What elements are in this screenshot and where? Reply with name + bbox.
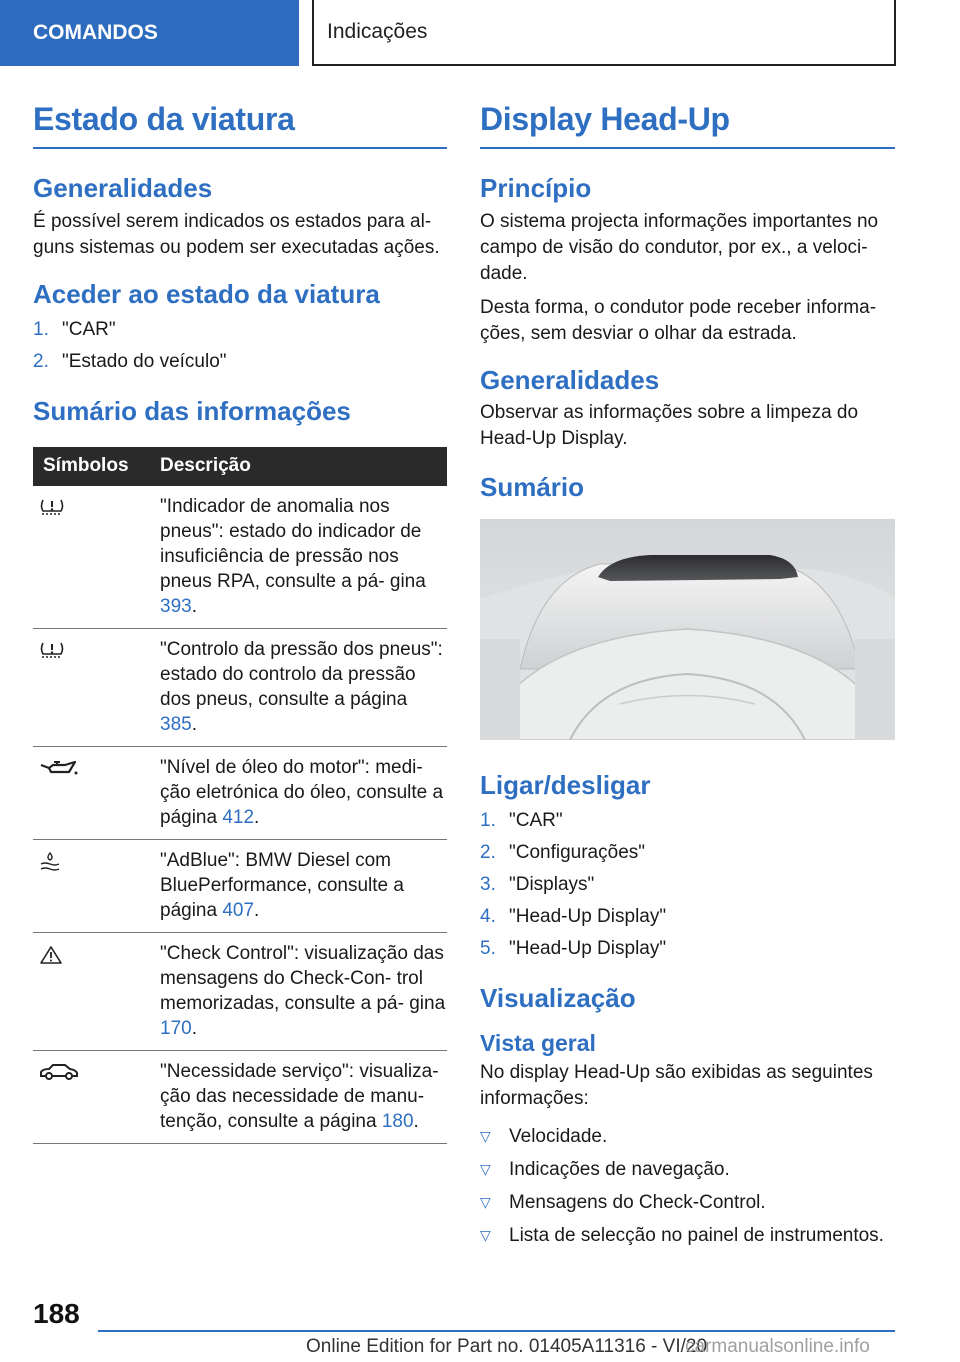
heading-sumario: Sumário (480, 471, 585, 502)
vista-geral-text: No display Head-Up são exibidas as seguintes informações: (480, 1061, 873, 1109)
page-link[interactable]: 412 (222, 806, 255, 828)
left-column (33, 100, 447, 1144)
table-row (33, 486, 447, 629)
row-description: "Controlo da pressão dos pneus": estado do controlo da pressão dos pneus, consulte a página 385. (154, 628, 447, 746)
hud-info-list (480, 1120, 895, 1252)
step-item (33, 346, 447, 378)
triangle-bullet-icon: ▽ (480, 1127, 491, 1144)
page-link[interactable]: 407 (222, 899, 255, 921)
principio-text-2: Desta forma, o condutor pode receber informa‐ ções, sem desviar o olhar da estrada. (480, 296, 877, 344)
step-text: "Head-Up Display" (509, 938, 667, 960)
step-item (480, 901, 895, 933)
heading-visualizacao: Visualização (480, 983, 636, 1014)
step-text: "Head-Up Display" (509, 906, 667, 928)
step-number: 4. (480, 906, 496, 928)
list-item-text: Mensagens do Check-Control. (509, 1191, 766, 1213)
info-table (33, 447, 447, 1144)
step-number: 5. (480, 938, 496, 960)
table-row (33, 839, 447, 932)
table-header-row (33, 447, 447, 486)
aceder-steps (33, 314, 447, 378)
row-text: "Indicador de anomalia nos pneus": estado do indicador de insuficiência de pressão nos pneus RPA, consulte a pá‐ gina (160, 495, 426, 592)
table-row (33, 628, 447, 746)
step-number: 1. (33, 318, 49, 340)
page-link[interactable]: 180 (381, 1110, 414, 1132)
list-item (480, 1219, 895, 1252)
service-car-icon (33, 1050, 154, 1143)
list-item-text: Velocidade. (509, 1125, 608, 1147)
row-text: "Nível de óleo do motor": medi‐ ção eletrónica do óleo, consulte a página (160, 756, 444, 828)
page-number: 188 (33, 1298, 80, 1329)
step-number: 2. (480, 842, 496, 864)
step-text: "Estado do veículo" (62, 350, 227, 372)
hud-dashboard-photo (480, 519, 895, 740)
row-description: "Nível de óleo do motor": medi‐ ção eletrónica do óleo, consulte a página 412. (154, 746, 447, 839)
row-text: "AdBlue": BMW Diesel com BluePerformance, consulte a página (160, 849, 404, 921)
heading-generalidades: Generalidades (33, 173, 213, 204)
page-link[interactable]: 393 (160, 595, 192, 617)
col-header-description: Descrição (154, 447, 447, 486)
step-item (33, 314, 447, 346)
list-item-text: Lista de selecção no painel de instrumentos. (509, 1224, 884, 1246)
table-row (33, 746, 447, 839)
oil-can-icon (33, 746, 154, 839)
step-text: "CAR" (62, 318, 116, 340)
step-item (480, 805, 895, 837)
row-text: "Necessidade serviço": visualiza‐ ção das necessidade de manu‐ tenção, consulte a página (160, 1060, 439, 1132)
edition-text: Online Edition for Part no. 01405A11316 - VI/20 (306, 1336, 708, 1357)
heading-aceder: Aceder ao estado da viatura (33, 278, 380, 309)
watermark: carmanualsonline.info (685, 1336, 870, 1357)
step-item (480, 837, 895, 869)
page-link[interactable]: 170 (160, 1017, 192, 1039)
step-text: "Configurações" (509, 842, 646, 864)
tire-pressure-warning-icon (33, 486, 154, 629)
row-description: "Indicador de anomalia nos pneus": estado do indicador de insuficiência de pressão nos pneus RPA, consulte a pá‐ gina 393. (154, 486, 447, 629)
triangle-bullet-icon: ▽ (480, 1226, 491, 1243)
right-column (480, 100, 895, 1252)
row-description: "AdBlue": BMW Diesel com BluePerformance, consulte a página 407. (154, 839, 447, 932)
heading-vista-geral: Vista geral (480, 1030, 596, 1057)
step-text: "Displays" (509, 874, 595, 896)
step-text: "CAR" (509, 810, 563, 832)
ligar-steps (480, 805, 895, 965)
table-row (33, 1050, 447, 1143)
col-header-symbols: Símbolos (33, 447, 154, 486)
heading-ligar-desligar: Ligar/desligar (480, 769, 651, 800)
table-row (33, 932, 447, 1050)
page-title-hud: Display Head-Up (480, 100, 895, 149)
warning-triangle-icon (33, 932, 154, 1050)
heading-generalidades-hud: Generalidades (480, 364, 660, 395)
chapter-title: Indicações (312, 0, 896, 66)
step-number: 2. (33, 350, 49, 372)
heading-sumario-informacoes: Sumário das informações (33, 395, 351, 426)
generalidades-text: É possível serem indicados os estados para al‐ guns sistemas ou podem ser executadas ações. (33, 210, 440, 258)
adblue-icon (33, 839, 154, 932)
row-text: "Check Control": visualização das mensagens do Check-Con‐ trol memorizadas, consulte a pá‐ gina (160, 942, 446, 1014)
page-title-estado: Estado da viatura (33, 100, 447, 149)
list-item (480, 1120, 895, 1153)
list-item (480, 1186, 895, 1219)
generalidades-hud-text: Observar as informações sobre a limpeza do Head-Up Display. (480, 401, 859, 449)
step-item (480, 933, 895, 965)
row-description: "Necessidade serviço": visualiza‐ ção das necessidade de manu‐ tenção, consulte a página 180. (154, 1050, 447, 1143)
triangle-bullet-icon: ▽ (480, 1160, 491, 1177)
section-tab: COMANDOS (0, 0, 299, 66)
list-item (480, 1153, 895, 1186)
step-number: 3. (480, 874, 496, 896)
tire-pressure-monitor-icon (33, 628, 154, 746)
footer-divider (98, 1330, 895, 1332)
step-number: 1. (480, 810, 496, 832)
triangle-bullet-icon: ▽ (480, 1193, 491, 1210)
step-item (480, 869, 895, 901)
list-item-text: Indicações de navegação. (509, 1158, 730, 1180)
heading-principio: Princípio (480, 173, 592, 204)
principio-text-1: O sistema projecta informações importantes no campo de visão do condutor, por ex., a veloci‐ dade. (480, 210, 879, 284)
row-text: "Controlo da pressão dos pneus": estado do controlo da pressão dos pneus, consulte a página (160, 638, 443, 710)
row-description: "Check Control": visualização das mensagens do Check-Con‐ trol memorizadas, consulte a pá‐ gina 170. (154, 932, 447, 1050)
page-link[interactable]: 385 (160, 713, 192, 735)
